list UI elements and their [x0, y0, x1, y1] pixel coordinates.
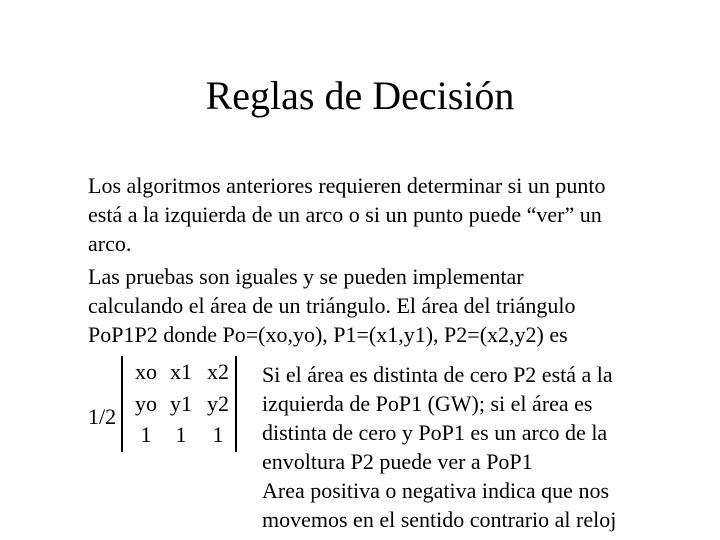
intro-paragraph	[88, 171, 698, 258]
method-paragraph	[88, 262, 698, 349]
formula-factor: 1/2	[88, 404, 117, 429]
matrix-cell: x1	[170, 359, 192, 384]
text-line: Los algoritmos anteriores requieren determinar si un punto	[88, 173, 606, 198]
text-line: calculando el área de un triángulo. El área del triángulo	[88, 293, 576, 318]
matrix-cell: y2	[207, 391, 229, 416]
matrix-cell: yo	[135, 391, 157, 416]
text-line: distinta de cero y PoP1 es un arco de la	[262, 420, 608, 445]
determinant-matrix	[121, 356, 237, 452]
matrix-cell: 1	[212, 422, 224, 447]
text-line: movemos en el sentido contrario al reloj	[262, 507, 617, 532]
matrix-cell: 1	[175, 422, 187, 447]
text-line: envoltura P2 puede ver a PoP1	[262, 449, 533, 474]
matrix-cell: xo	[135, 359, 157, 384]
slide-title: Reglas de Decisión	[205, 73, 515, 118]
text-line: está a la izquierda de un arco o si un punto puede “ver” un	[88, 202, 602, 227]
text-line: Las pruebas son iguales y se pueden implementar	[88, 264, 524, 289]
matrix-cell: x2	[207, 359, 229, 384]
explanation-text	[262, 360, 702, 534]
matrix-cell: y1	[170, 391, 192, 416]
text-line: Si el área es distinta de cero P2 está a la	[262, 362, 613, 387]
text-line: PoP1P2 donde Po=(xo,yo), P1=(x1,y1), P2=(x2,y2) es	[88, 322, 568, 347]
matrix-cell: 1	[140, 422, 152, 447]
text-line: arco.	[88, 231, 132, 256]
text-line: Area positiva o negativa indica que nos	[262, 478, 610, 503]
text-line: izquierda de PoP1 (GW); si el área es	[262, 391, 593, 416]
